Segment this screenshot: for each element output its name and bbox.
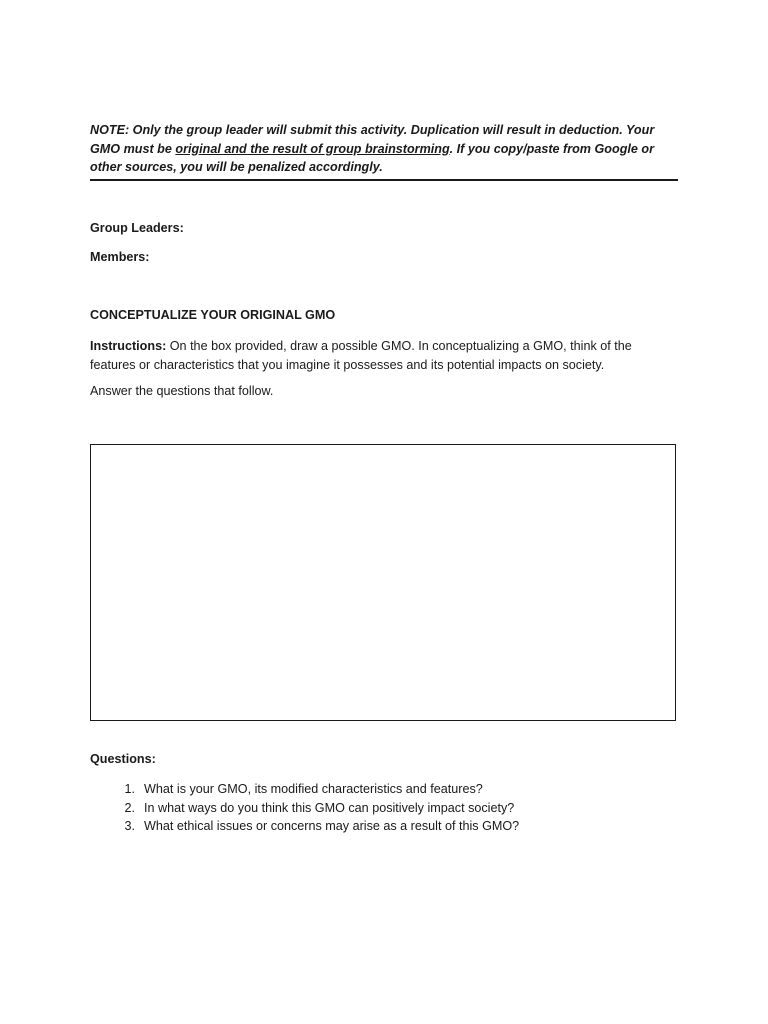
question-text: What ethical issues or concerns may arise as a result of this GMO? bbox=[144, 819, 520, 834]
question-number: 1. bbox=[124, 782, 135, 796]
questions-title: Questions: bbox=[90, 752, 156, 766]
questions-list bbox=[90, 780, 519, 836]
question-item bbox=[90, 799, 519, 818]
question-number: 3. bbox=[124, 819, 135, 834]
group-leaders-label: Group Leaders: bbox=[90, 221, 184, 235]
section-title: CONCEPTUALIZE YOUR ORIGINAL GMO bbox=[90, 308, 336, 322]
members-label: Members: bbox=[90, 250, 150, 264]
question-item bbox=[90, 817, 519, 836]
drawing-box[interactable] bbox=[90, 444, 676, 721]
note-paragraph bbox=[90, 121, 678, 181]
instructions-label: Instructions: bbox=[90, 339, 167, 353]
instructions-paragraph bbox=[90, 337, 670, 374]
question-text: In what ways do you think this GMO can positively impact society? bbox=[144, 800, 515, 815]
note-underlined-text: original and the result of group brainstorming bbox=[175, 141, 450, 156]
instructions-text: On the box provided, draw a possible GMO. In conceptualizing a GMO, think of the features or characteristics that you imagine it possesses and its potential impacts on society. bbox=[90, 339, 632, 372]
question-text: What is your GMO, its modified characteristics and features? bbox=[144, 782, 483, 796]
note-text-start: NOTE: Only the group leader will submit this activity. Duplication will result in deduction. Your GMO must be bbox=[90, 123, 655, 156]
note-text-end: . If you copy/paste from Google or other sources, you will be penalized accordingly. bbox=[90, 141, 654, 174]
question-item bbox=[90, 780, 519, 799]
answer-prompt: Answer the questions that follow. bbox=[90, 384, 274, 398]
question-number: 2. bbox=[124, 800, 135, 815]
